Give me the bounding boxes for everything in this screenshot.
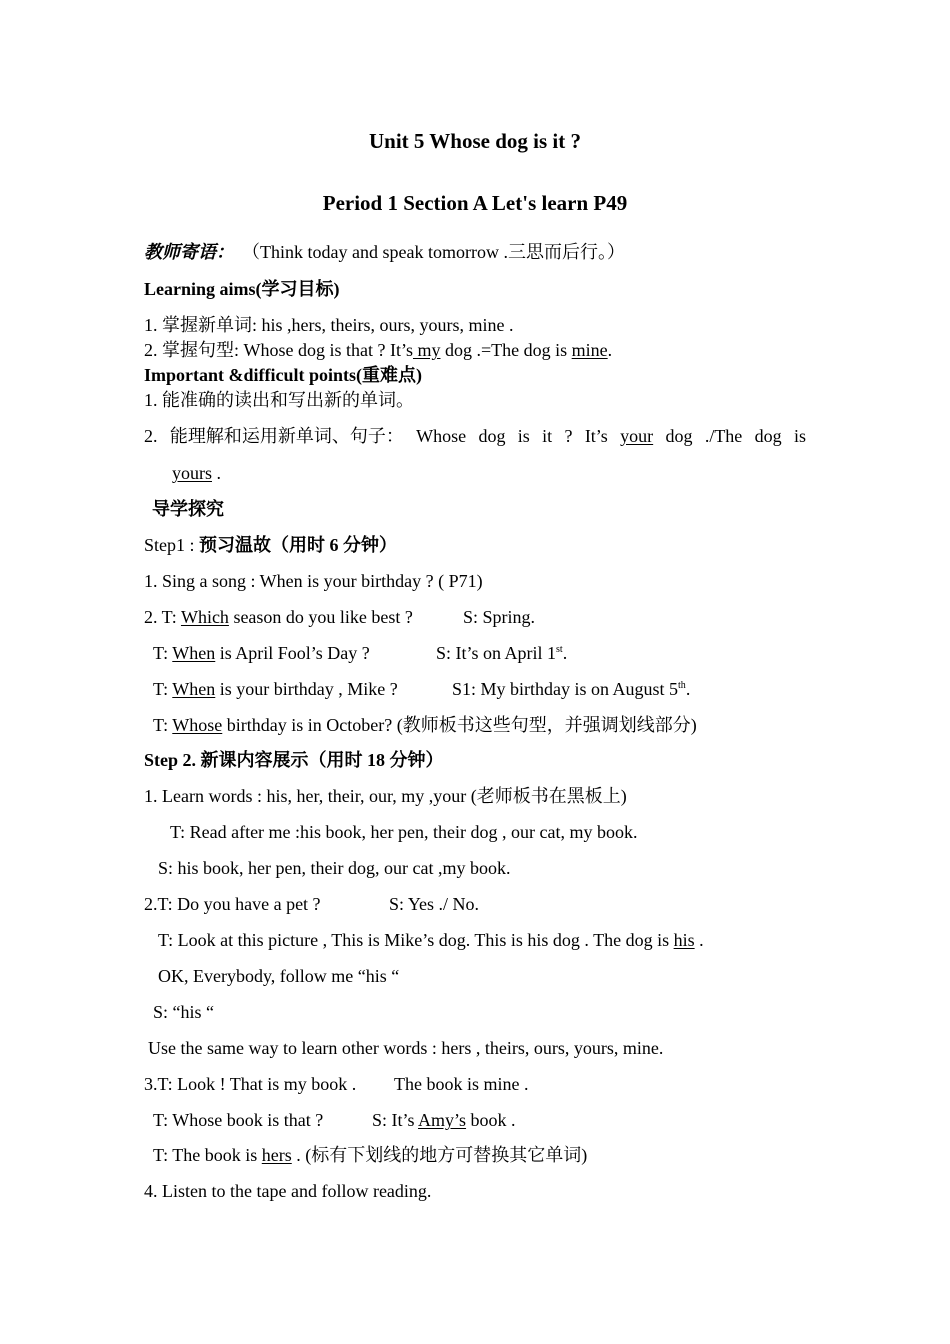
- step2-line-8: Use the same way to learn other words : hers , theirs, ours, yours, mine.: [148, 1038, 664, 1058]
- learning-aims-heading: Learning aims(学习目标): [144, 279, 340, 299]
- points-word: dog: [478, 426, 506, 446]
- step2-line-4: 2.T: Do you have a pet ?: [144, 894, 321, 914]
- step1-line-3: [153, 642, 370, 664]
- step2-line-1: 1. Learn words : his, her, their, our, my ,your (老师板书在黑板上): [144, 786, 627, 806]
- step1-line-2: [144, 606, 413, 628]
- dialog-teacher: T:: [153, 715, 173, 735]
- step1-line-4: [153, 678, 398, 700]
- aims-item-2-end: .: [607, 340, 613, 360]
- step2-line-12: 4. Listen to the tape and follow reading.: [144, 1181, 432, 1201]
- guided-inquiry-heading: 导学探究: [152, 499, 224, 519]
- aims-item-2-text-mid: dog .=The dog is: [440, 340, 572, 360]
- dialog-student: S1: My birthday is on August 5: [452, 679, 679, 699]
- points-word: 能理解和运用新单词、句子：: [169, 426, 404, 446]
- step2-line-6: OK, Everybody, follow me “his “: [158, 966, 400, 986]
- aims-item-2-underlined-mine: mine: [571, 340, 608, 360]
- points-item-2: [144, 425, 806, 447]
- dialog-end: .: [694, 930, 704, 950]
- step2-line-7: S: “his “: [153, 1002, 214, 1022]
- motto-label: 教师寄语：: [144, 242, 234, 262]
- dialog-teacher: T: Look at this picture , This is Mike’s dog. This is his dog . The dog is: [158, 930, 674, 950]
- step2-line-9-right: The book is mine .: [394, 1074, 529, 1094]
- dialog-teacher-rest: birthday is in October? (教师板书这些句型，并强调划线部分): [222, 715, 697, 735]
- dialog-teacher: 2. T:: [144, 607, 181, 627]
- aims-item-2: [144, 339, 612, 361]
- underlined-word: Whose: [172, 715, 223, 735]
- dialog-teacher: T:: [153, 643, 173, 663]
- points-item-1: 1. 能准确的读出和写出新的单词。: [144, 390, 414, 410]
- dialog-end: .: [685, 679, 691, 699]
- points-word: is: [517, 426, 530, 446]
- points-word: is: [793, 426, 806, 446]
- step2-line-9: 3.T: Look ! That is my book .: [144, 1074, 357, 1094]
- step1-line-2-student: S: Spring.: [463, 607, 536, 627]
- points-word: It’s: [584, 426, 608, 446]
- step2-line-5: [158, 929, 704, 951]
- underlined-word: When: [172, 643, 216, 663]
- dialog-teacher-rest: . (标有下划线的地方可替换其它单词): [291, 1145, 588, 1165]
- aims-item-2-underlined-my: my: [412, 340, 441, 360]
- points-word: dog: [665, 426, 693, 446]
- points-item-2-end: .: [212, 463, 221, 483]
- step2-line-10: T: Whose book is that ?: [153, 1110, 324, 1130]
- underlined-word: Which: [180, 607, 229, 627]
- points-word: ?: [564, 426, 573, 446]
- dialog-student: S: It’s on April 1: [436, 643, 557, 663]
- step1-line-4-student: [452, 678, 690, 700]
- step2-line-4-student: S: Yes ./ No.: [389, 894, 480, 914]
- points-word: it: [542, 426, 553, 446]
- points-word: Whose: [416, 426, 467, 446]
- points-word: ./The: [704, 426, 743, 446]
- important-points-heading: Important &difficult points(重难点): [144, 365, 422, 385]
- step1-line-3-student: [436, 642, 567, 664]
- underlined-word: his: [673, 930, 695, 950]
- dialog-teacher: T:: [153, 679, 173, 699]
- points-underlined-yours: yours: [172, 463, 212, 483]
- step2-heading: Step 2. 新课内容展示（用时 18 分钟）: [144, 750, 444, 770]
- step1-label: Step1 :: [144, 535, 200, 555]
- underlined-word: When: [172, 679, 216, 699]
- step2-line-2: T: Read after me :his book, her pen, their dog , our cat, my book.: [170, 822, 638, 842]
- page-title: Unit 5 Whose dog is it ?: [369, 129, 581, 153]
- dialog-teacher-rest: is your birthday , Mike ?: [215, 679, 398, 699]
- step1-heading: [144, 534, 397, 556]
- page-subtitle: Period 1 Section A Let's learn P49: [322, 191, 628, 215]
- underlined-word: hers: [261, 1145, 292, 1165]
- motto-text: （Think today and speak tomorrow .三思而后行。）: [242, 242, 625, 262]
- dialog-end: book .: [466, 1110, 516, 1130]
- step2-line-10-student: [372, 1109, 516, 1131]
- step2-line-3: S: his book, her pen, their dog, our cat ,my book.: [158, 858, 511, 878]
- step1-line-5: [153, 714, 697, 736]
- ordinal-suffix: th: [678, 680, 686, 691]
- ordinal-suffix: st: [556, 644, 563, 655]
- teacher-motto: [144, 241, 625, 263]
- step1-line-1: 1. Sing a song : When is your birthday ? ( P71): [144, 571, 483, 591]
- dialog-student: S: It’s: [372, 1110, 419, 1130]
- points-word-underlined: your: [620, 426, 654, 446]
- aims-item-2-text: 2. 掌握句型: Whose dog is that ? It’s: [144, 340, 413, 360]
- points-word: 2.: [144, 426, 158, 446]
- aims-item-1: 1. 掌握新单词: his ,hers, theirs, ours, yours, mine .: [144, 315, 514, 335]
- step2-line-11: [153, 1144, 587, 1166]
- dialog-teacher-rest: is April Fool’s Day ?: [215, 643, 370, 663]
- dialog-end: .: [562, 643, 568, 663]
- dialog-teacher-rest: season do you like best ?: [228, 607, 413, 627]
- step1-title: 预习温故（用时 6 分钟）: [199, 535, 398, 555]
- underlined-word: Amy’s: [418, 1110, 467, 1130]
- points-item-2-continued: [172, 462, 221, 484]
- dialog-teacher: T: The book is: [153, 1145, 262, 1165]
- points-word: dog: [754, 426, 782, 446]
